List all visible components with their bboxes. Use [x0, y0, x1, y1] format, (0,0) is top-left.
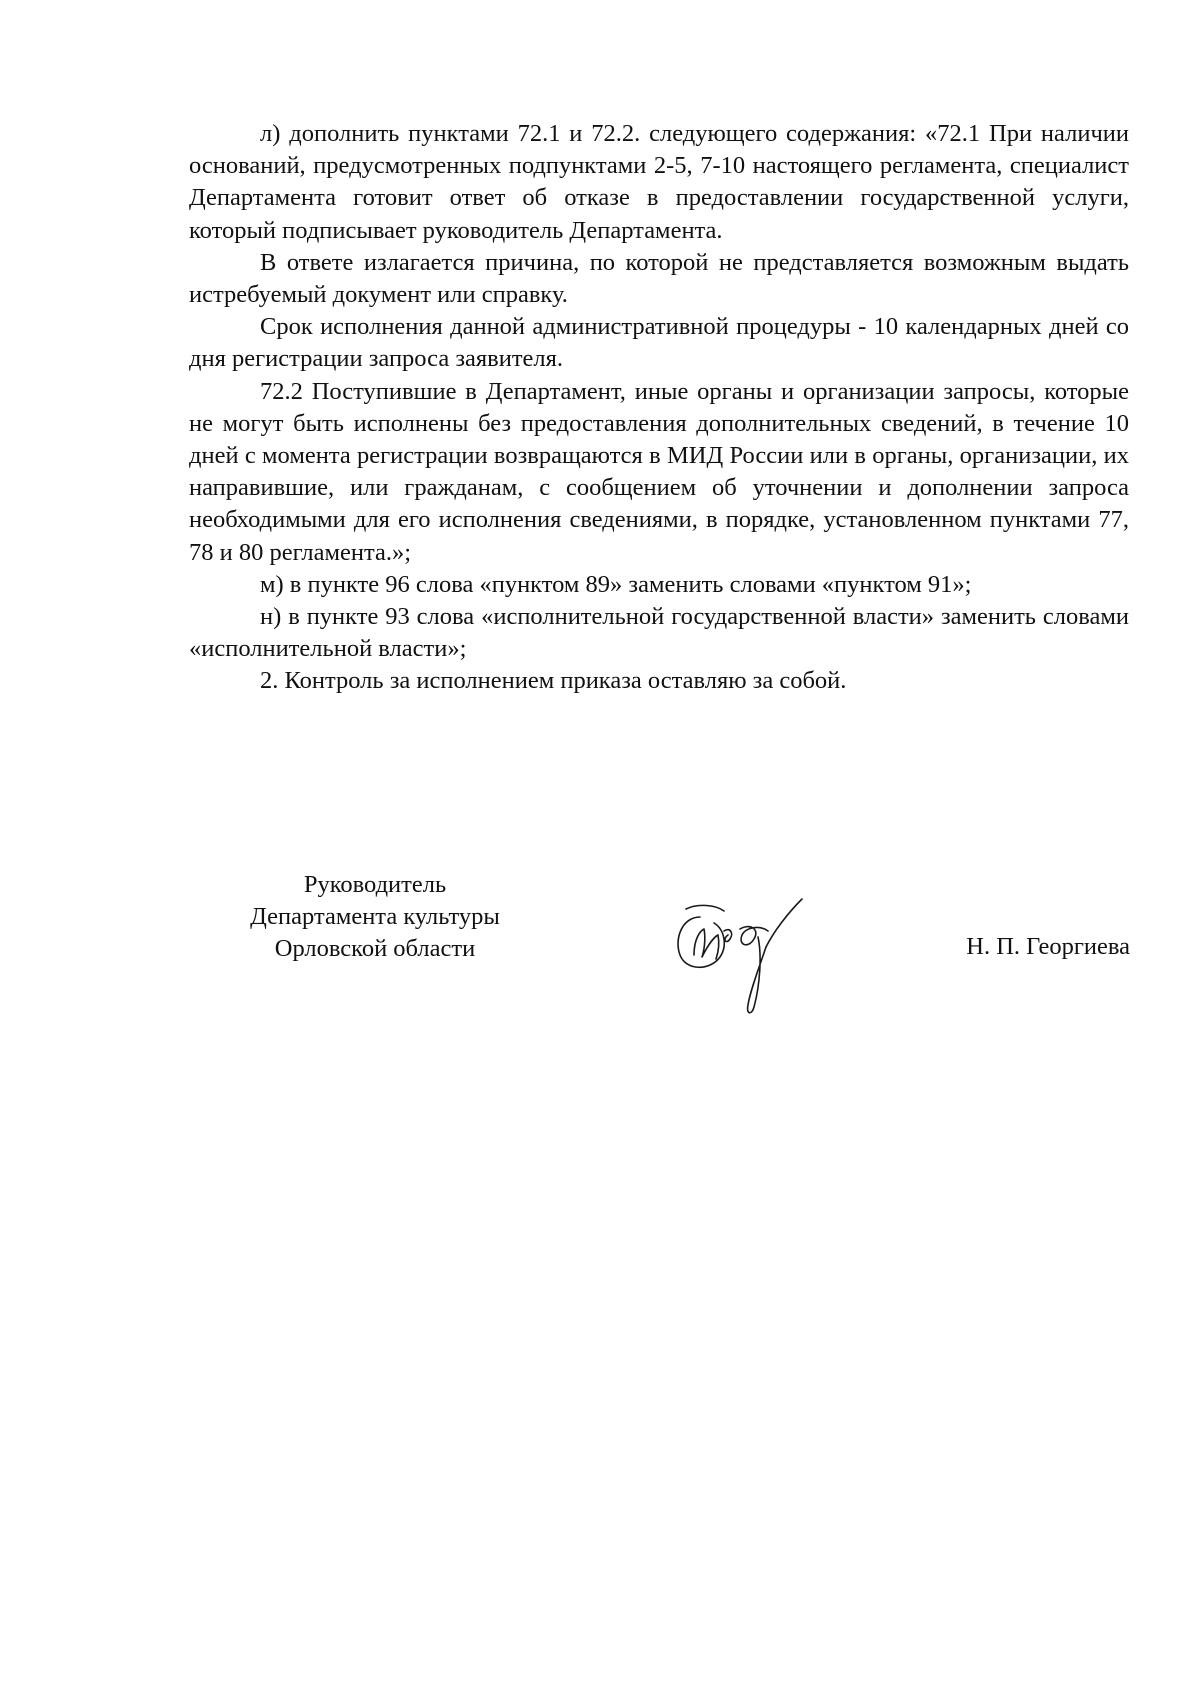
paragraph-amendment-n: н) в пункте 93 слова «исполнительной государственной власти» заменить словами «исполнительной власти»;: [189, 603, 1129, 663]
paragraph-amendment-l: л) дополнить пунктами 72.1 и 72.2. следующего содержания: «72.1 При наличии оснований, предусмотренных подпунктами 2-5, 7-10 настоящего регламента, специалист Департамента готовит ответ об отказе в предоставлении государственной услуги, который подписывает руководитель Департамента.: [189, 120, 1129, 244]
paragraph-refusal-reason: В ответе излагается причина, по которой не представляется возможным выдать истребуемый документ или справку.: [189, 248, 1129, 309]
paragraph-control: 2. Контроль за исполнением приказа оставляю за собой.: [260, 667, 847, 695]
signer-title-line-2: Департамента культуры: [250, 903, 500, 931]
paragraph-procedure-term: Срок исполнения данной административной процедуры - 10 календарных дней со дня регистрации запроса заявителя.: [189, 313, 1129, 373]
paragraph-amendment-m: м) в пункте 96 слова «пунктом 89» заменить словами «пунктом 91»;: [260, 570, 972, 598]
signer-title: [222, 869, 528, 966]
handwritten-signature: [670, 895, 840, 1020]
signer-name: Н. П. Георгиева: [966, 933, 1130, 960]
signer-title-line-3: Орловской области: [274, 935, 476, 963]
signer-title-line-1: Руководитель: [303, 871, 447, 898]
paragraph-72-2: 72.2 Поступившие в Департамент, иные органы и организации запросы, которые не могут быть исполнены без предоставления дополнительных сведений, в течение 10 дней с момента регистрации возвращаются в МИД России или в органы, организации, их направившие, или гражданам, с сообщением об уточнении и дополнении запроса необходимыми для его исполнения сведениями, в порядке, установленном пунктами 77, 78 и 80 регламента.»;: [189, 377, 1129, 566]
